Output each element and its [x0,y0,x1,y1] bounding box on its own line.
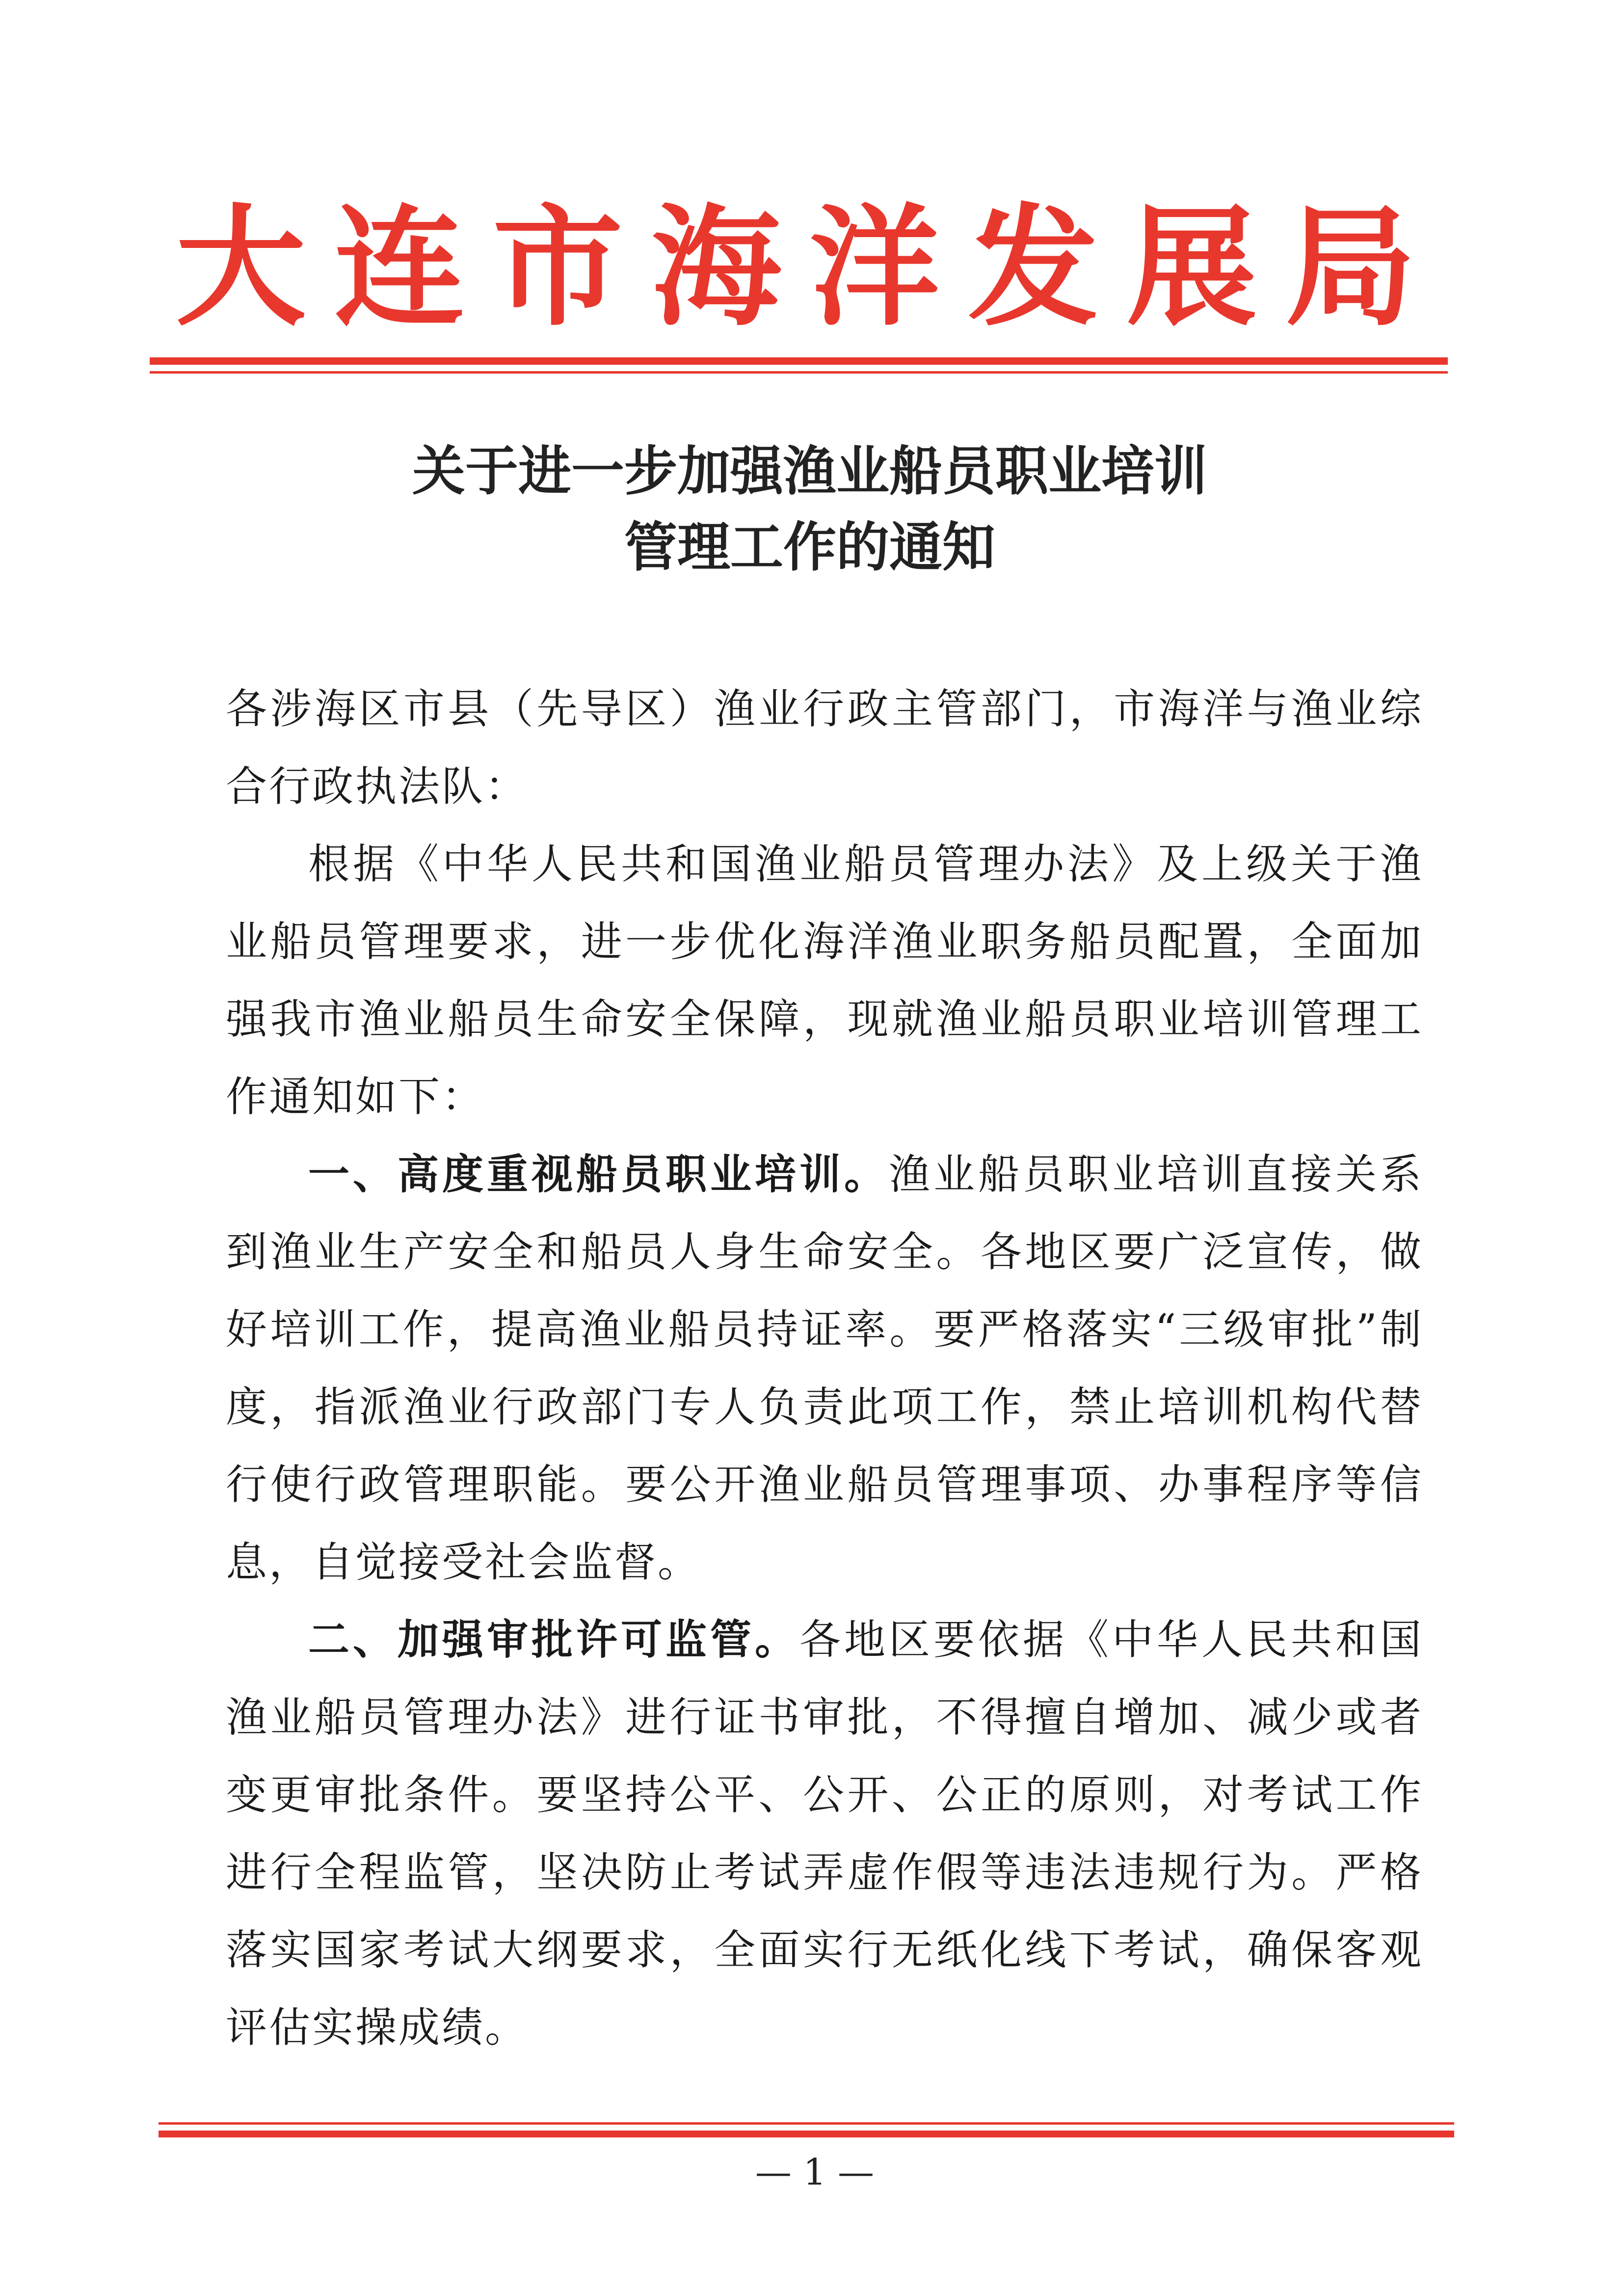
section-paragraph-2 [226,1601,1423,2066]
footer-red-rule-thin [159,2122,1454,2125]
page-number: — 1 — [755,2151,875,2193]
document-title-line-1: 关于进一步加强渔业船员职业培训 [412,440,1207,502]
addressee: 各涉海区市县（先导区）渔业行政主管部门，市海洋与渔业综合行政执法队： [226,685,1423,810]
document-body [226,670,1423,2066]
section-heading-2: 二、加强审批许可监管。 [308,1615,799,1664]
header-red-rule-thin [150,371,1448,374]
section-text-1: 渔业船员职业培训直接关系到渔业生产安全和船员人身生命安全。各地区要广泛宣传，做好培训工作，提高渔业船员持证率。要严格落实“三级审批”制度，指派渔业行政部门专人负责此项工作，禁止培训机构代替行使行政管理职能。要公开渔业船员管理事项、办事程序等信息，自觉接受社会监督。 [226,1150,1423,1586]
intro-paragraph: 根据《中华人民共和国渔业船员管理办法》及上级关于渔业船员管理要求，进一步优化海洋渔业职务船员配置，全面加强我市渔业船员生命安全保障，现就渔业船员职业培训管理工作通知如下： [226,840,1423,1121]
section-paragraph-1 [226,1135,1423,1601]
footer-red-rule-thick [159,2131,1454,2137]
issuing-authority-header: 大连市海洋发展局 [176,191,1444,344]
header-red-rule-thick [150,357,1448,365]
section-text-2: 各地区要依据《中华人民共和国渔业船员管理办法》进行证书审批，不得擅自增加、减少或者变更审批条件。要坚持公平、公开、公正的原则，对考试工作进行全程监管，坚决防止考试弄虚作假等违法违规行为。严格落实国家考试大纲要求，全面实行无纸化线下考试，确保客观评估实操成绩。 [226,1616,1423,2052]
section-heading-1: 一、高度重视船员职业培训。 [308,1150,889,1198]
document-title-line-2: 管理工作的通知 [624,516,995,578]
